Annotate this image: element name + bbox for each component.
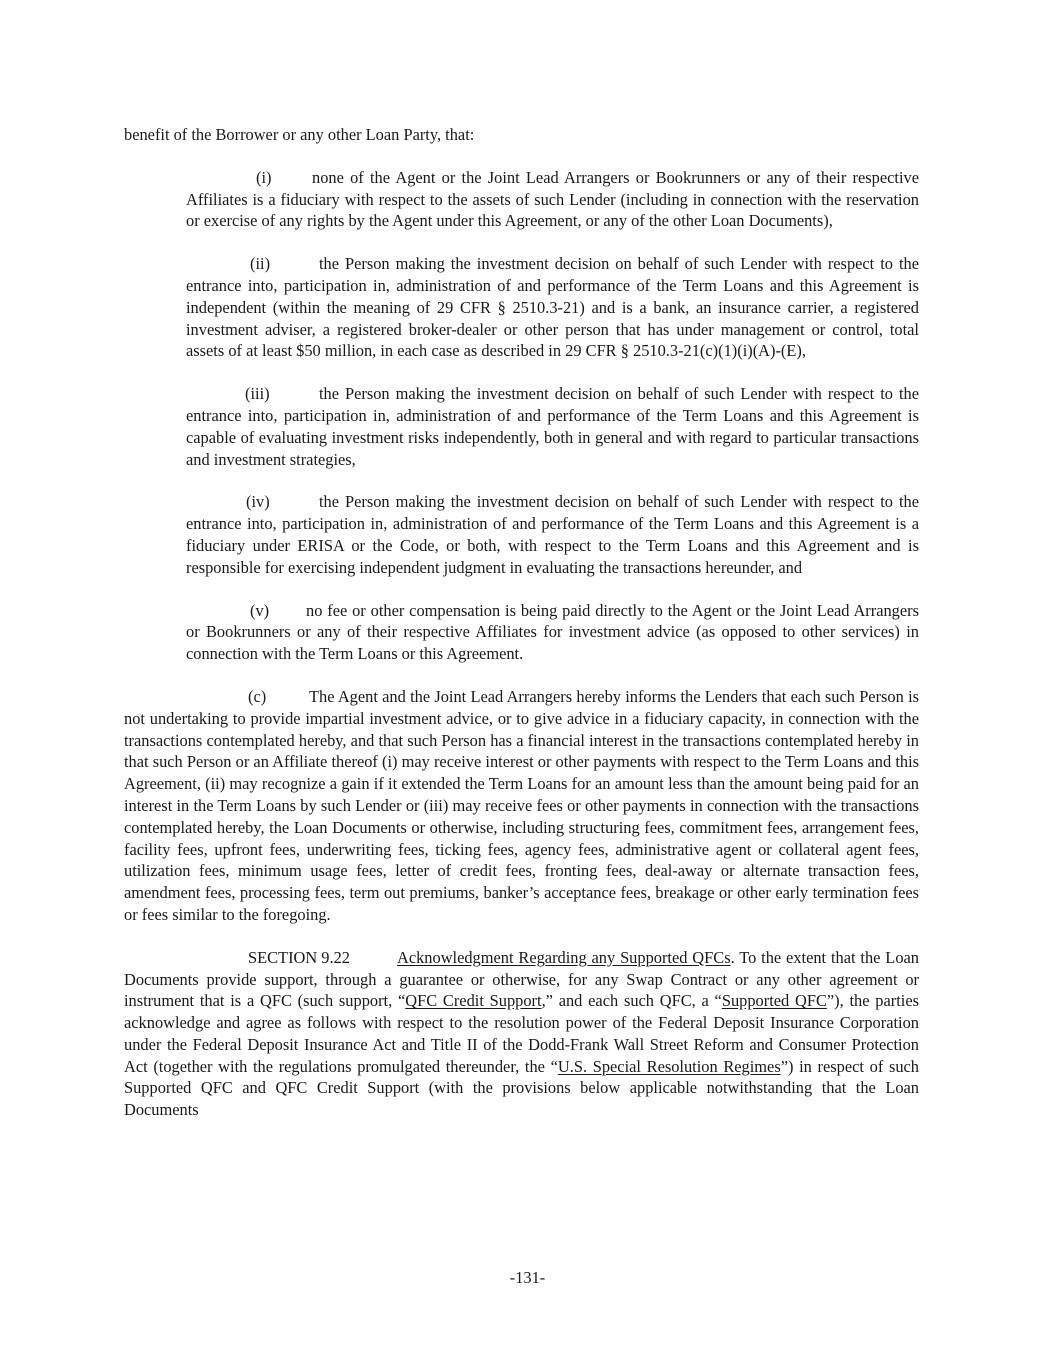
section-number: SECTION 9.22 xyxy=(248,947,350,967)
paragraph-c xyxy=(124,686,919,926)
clause-iv xyxy=(186,491,919,578)
clause-ii xyxy=(186,253,919,362)
clause-text: the Person making the investment decision on behalf of such Lender with respect to the entrance into, participation in, administration of and performance of the Term Loans and this Agreement is independent (within the meaning of 29 CFR § 2510.3-21) and is a bank, an insurance carrier, a registered investment adviser, a registered broker-dealer or other person that has under management or control, total assets of at least $50 million, in each case as described in 29 CFR § 2510.3-21(c)(1)(i)(A)-(E), xyxy=(186,254,919,361)
paragraph-number: (c) xyxy=(248,686,267,706)
section-text: ,” and each such QFC, a “ xyxy=(541,991,722,1011)
section-text: ”), the parties acknowledge and agree as follows with respect to the resolution power of the Federal Deposit Insurance Corporation under the Federal Deposit Insurance Act and Title II of the Dodd-Frank Wall Street Reform and Consumer Protection Act (together with the regulations promulgated thereunder, the “ xyxy=(124,991,919,1076)
defined-term-supported-qfc: Supported QFC xyxy=(721,991,827,1011)
clause-text: no fee or other compensation is being paid directly to the Agent or the Joint Lead Arrangers or Bookrunners or any of their respective Affiliates for investment advice (as opposed to other services) in connection with the Term Loans or this Agreement. xyxy=(186,600,919,664)
section-heading: Acknowledgment Regarding any Supported QFCs xyxy=(397,947,731,967)
defined-term-us-special-resolution-regimes: U.S. Special Resolution Regimes xyxy=(557,1056,781,1076)
page-number: -131- xyxy=(509,1268,546,1287)
clause-text: none of the Agent or the Joint Lead Arrangers or Bookrunners or any of their respective Affiliates is a fiduciary with respect to the assets of such Lender (including in connection with the reservation or exercise of any rights by the Agent under this Agreement, or any of the other Loan Documents), xyxy=(186,167,919,231)
clause-number: (iii) xyxy=(245,384,270,404)
clause-number: (v) xyxy=(250,600,270,620)
defined-term-qfc-credit-support: QFC Credit Support xyxy=(405,991,542,1011)
clause-iii xyxy=(186,383,919,470)
section-text: . To the extent that the Loan Documents provide support, through a guarantee or otherwise, for any Swap Contract or any other agreement or instrument that is a QFC (such support, “ xyxy=(124,947,919,1011)
paragraph-text: The Agent and the Joint Lead Arrangers hereby informs the Lenders that each such Person is not undertaking to provide impartial investment advice, or to give advice in a fiduciary capacity, in connection with the transactions contemplated hereby, and that such Person has a financial interest in the transactions contemplated hereby in that such Person or an Affiliate thereof (i) may receive interest or other payments with respect to the Term Loans and this Agreement, (ii) may recognize a gain if it extended the Term Loans for an amount less than the amount being paid for an interest in the Term Loans by such Lender or (iii) may receive fees or other payments in connection with the transactions contemplated hereby, the Loan Documents or otherwise, including structuring fees, commitment fees, arrangement fees, facility fees, upfront fees, underwriting fees, ticking fees, agency fees, administrative agent or collateral agent fees, utilization fees, minimum usage fees, letter of credit fees, fronting fees, deal-away or alternate transaction fees, amendment fees, processing fees, term out premiums, banker’s acceptance fees, breakage or other early termination fees or fees similar to the foregoing. xyxy=(124,686,919,924)
clause-i xyxy=(186,167,919,232)
clause-text: the Person making the investment decision on behalf of such Lender with respect to the entrance into, participation in, administration of and performance of the Term Loans and this Agreement is capable of evaluating investment risks independently, both in general and with regard to particular transactions and investment strategies, xyxy=(186,384,919,469)
section-text: ”) in respect of such Supported QFC and QFC Credit Support (with the provisions below applicable notwithstanding that the Loan Documents xyxy=(124,1056,919,1120)
clause-text: the Person making the investment decision on behalf of such Lender with respect to the entrance into, participation in, administration of and performance of the Term Loans and this Agreement is a fiduciary under ERISA or the Code, or both, with respect to the Term Loans and this Agreement and is responsible for exercising independent judgment in evaluating the transactions hereunder, and xyxy=(186,492,919,577)
clause-number: (iv) xyxy=(246,492,270,512)
section-9-22 xyxy=(124,947,919,1121)
document-page xyxy=(124,124,919,1121)
clause-number: (ii) xyxy=(250,254,271,274)
intro-paragraph: benefit of the Borrower or any other Loan Party, that: xyxy=(124,125,475,144)
clause-v xyxy=(186,600,919,665)
clause-number: (i) xyxy=(256,167,272,187)
